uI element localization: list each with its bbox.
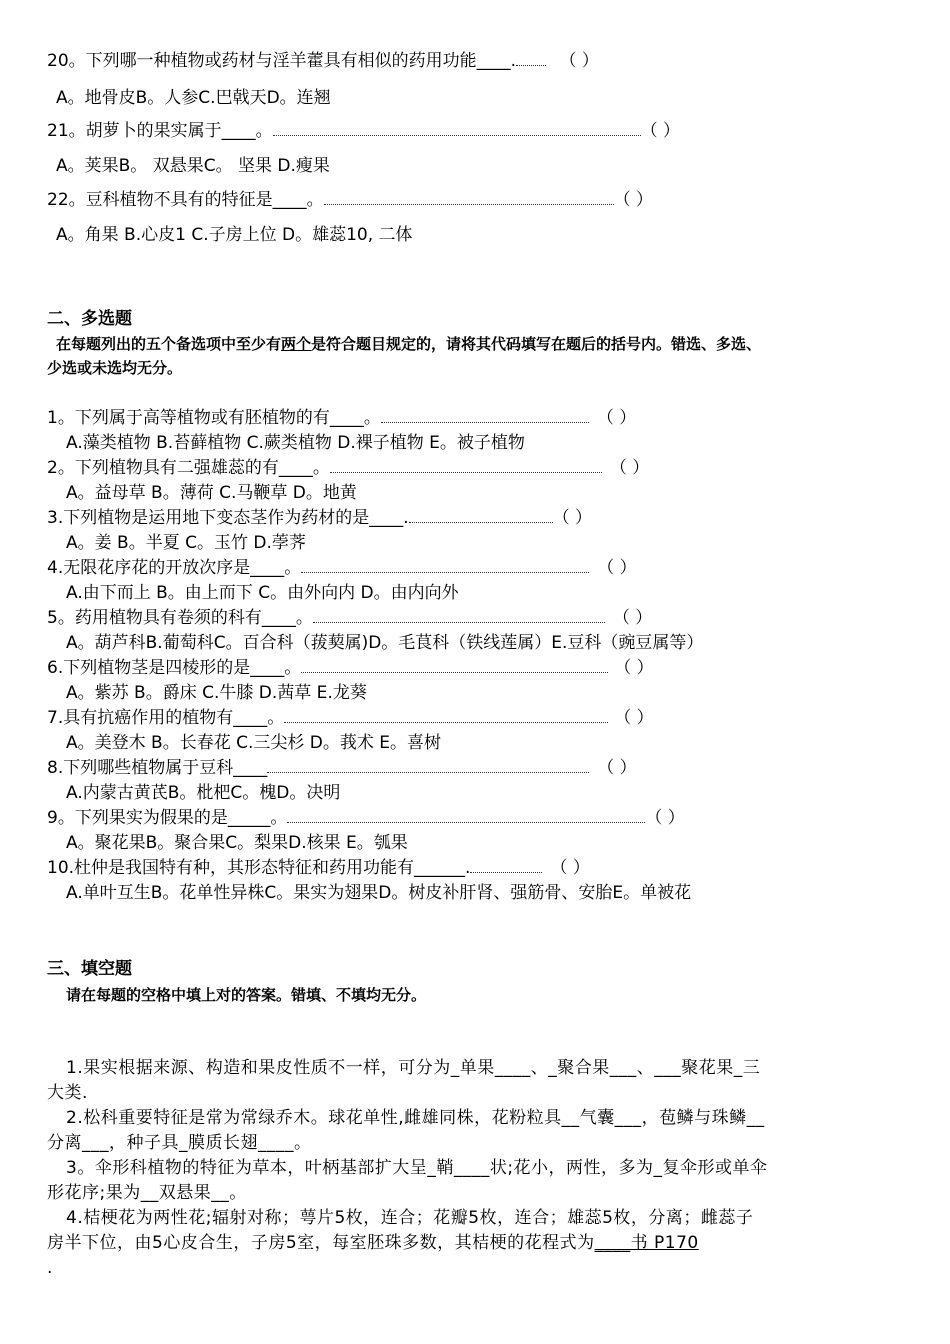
mc-question-6-options: A。紫苏 B。爵床 C.牛膝 D.茜草 E.龙葵 — [66, 683, 367, 703]
instruction-text: 是符合题目规定的，请将其代码填写在题后的括号内。错选、多选、 — [311, 335, 762, 353]
instruction-emphasis: 两个 — [281, 335, 312, 353]
answer-parentheses: （ ） — [552, 508, 593, 528]
answer-parentheses: （ ） — [597, 758, 637, 778]
fill-question-2-line1: 2.松科重要特征是常为常绿乔木。球花单性,雌雄同株，花粉粒具__气囊___，苞鳞与珠鳞__ — [66, 1108, 765, 1128]
section-instruction-line2: 少选或未选均无分。 — [47, 359, 183, 377]
question-21 — [47, 120, 680, 142]
question-stem: 21。胡萝卜的果实属于____。 — [47, 121, 273, 141]
answer-leader — [301, 558, 589, 573]
question-20 — [47, 50, 599, 72]
section-title-multiple-choice: 二、多选题 — [47, 309, 132, 329]
mc-question-5 — [47, 607, 652, 629]
answer-leader — [381, 408, 589, 423]
fill-question-1-line1: 1.果实根据来源、构造和果皮性质不一样，可分为_单果____、_聚合果___、___聚花果_三 — [66, 1058, 761, 1078]
question-stem: 9。下列果实为假果的是_____。 — [47, 808, 288, 828]
mc-question-7 — [47, 707, 654, 729]
fill-question-1-line2: 大类. — [47, 1083, 88, 1103]
mc-question-7-options: A。美登木 B。长春花 C.三尖杉 D。莪术 E。喜树 — [66, 733, 442, 753]
question-20-options: A。地骨皮B。人参C.巴戟天D。连翘 — [56, 88, 331, 108]
answer-parentheses: （ ） — [613, 190, 654, 210]
question-stem: 6.下列植物茎是四棱形的是____。 — [47, 658, 302, 678]
question-stem: 22。豆科植物不具有的特征是____。 — [47, 190, 324, 210]
question-stem: 8.下列哪些植物属于豆科____ — [47, 758, 268, 778]
fill-question-4-line1: 4.桔梗花为两性花;辐射对称；萼片5枚，连合；花瓣5枚，连合；雄蕊5枚，分离；雌蕊子 — [66, 1208, 754, 1228]
mc-question-1-options: A.藻类植物 B.苔藓植物 C.蕨类植物 D.裸子植物 E。被子植物 — [66, 433, 525, 453]
answer-parentheses: （ ） — [559, 51, 599, 71]
section-instruction — [56, 333, 761, 355]
answer-parentheses: （ ） — [550, 858, 590, 878]
mc-question-9 — [47, 807, 685, 829]
mc-question-2 — [47, 457, 649, 479]
answer-leader — [324, 190, 614, 205]
answer-leader — [284, 708, 608, 723]
question-stem: 3.下列植物是运用地下变态茎作为药材的是____. — [47, 508, 409, 528]
mc-question-2-options: A。益母草 B。薄荷 C.马鞭草 D。地黄 — [66, 483, 357, 503]
answer-parentheses: （ ） — [612, 608, 653, 628]
question-stem: 4.无限花序花的开放次序是____。 — [47, 558, 302, 578]
mc-question-8-options: A.内蒙古黄芪B。枇杷C。槐D。决明 — [66, 783, 341, 803]
mc-question-3-options: A。姜 B。半夏 C。玉竹 D.荸荠 — [66, 533, 306, 553]
answer-leader — [470, 858, 542, 873]
mc-question-6 — [47, 657, 654, 679]
mc-question-9-options: A。聚花果B。聚合果C。梨果D.核果 E。瓠果 — [66, 833, 408, 853]
question-stem: 1。下列属于高等植物或有胚植物的有____。 — [47, 408, 381, 428]
fill-question-3-line1: 3。伞形科植物的特征为草本，叶柄基部扩大呈_鞘____状;花小，两性，多为_复伞形或单伞 — [66, 1158, 768, 1178]
answer-parentheses: （ ） — [609, 458, 650, 478]
question-22 — [47, 189, 653, 211]
answer-parentheses: （ ） — [614, 708, 654, 728]
question-stem: 20。下列哪一种植物或药材与淫羊藿具有相似的药用功能____. — [47, 51, 517, 71]
answer-leader — [516, 51, 546, 66]
mc-question-10 — [47, 857, 590, 879]
instruction-text: 在每题列出的五个备选项中至少有 — [56, 335, 282, 353]
question-stem: 2。下列植物具有二强雄蕊的有____。 — [47, 458, 330, 478]
fill-text: 房半下位，由5心皮合生，子房5室，每室胚珠多数，其桔梗的花程式为 — [47, 1233, 595, 1253]
fill-question-4-line2 — [47, 1232, 699, 1254]
answer-parentheses: （ ） — [614, 658, 654, 678]
fill-question-3-line2: 形花序;果为__双悬果__。 — [47, 1183, 247, 1203]
question-stem: 7.具有抗癌作用的植物有____。 — [47, 708, 285, 728]
question-stem: 5。药用植物具有卷须的科有____。 — [47, 608, 313, 628]
section-instruction: 请在每题的空格中填上对的答案。错填、不填均无分。 — [66, 986, 427, 1004]
answer-leader — [301, 658, 608, 673]
answer-parentheses: （ ） — [597, 558, 637, 578]
answer-leader — [287, 808, 645, 823]
fill-question-4-line3: . — [47, 1258, 53, 1278]
answer-parentheses: （ ） — [640, 121, 681, 141]
answer-leader — [267, 758, 589, 773]
fill-question-2-line2: 分离___，种子具_膜质长翅____。 — [47, 1133, 312, 1153]
answer-leader — [330, 458, 602, 473]
question-stem: 10.杜仲是我国特有种，其形态特征和药用功能有______. — [47, 858, 471, 878]
answer-parentheses: （ ） — [596, 408, 637, 428]
mc-question-4 — [47, 557, 637, 579]
question-22-options: A。角果 B.心皮1 C.子房上位 D。雄蕊10, 二体 — [56, 225, 413, 245]
section-title-fill-blank: 三、填空题 — [47, 959, 132, 979]
question-21-options: A。荚果B。 双悬果C。 坚果 D.瘦果 — [56, 156, 330, 176]
mc-question-8 — [47, 757, 637, 779]
answer-leader — [273, 121, 641, 136]
mc-question-5-options: A。葫芦科B.葡萄科C。百合科（菝葜属)D。毛茛科（铁线莲属）E.豆科（豌豆属等） — [66, 633, 704, 653]
answer-leader — [409, 508, 553, 523]
answer-parentheses: （ ） — [645, 808, 685, 828]
mc-question-4-options: A.由下而上 B。由上而下 C。由外向内 D。由内向外 — [66, 583, 459, 603]
fill-answer: ____书 P170 — [594, 1233, 699, 1253]
mc-question-10-options: A.单叶互生B。花单性异株C。果实为翅果D。树皮补肝肾、强筋骨、安胎E。单被花 — [66, 883, 692, 903]
answer-leader — [313, 608, 605, 623]
mc-question-1 — [47, 407, 636, 429]
mc-question-3 — [47, 507, 592, 529]
